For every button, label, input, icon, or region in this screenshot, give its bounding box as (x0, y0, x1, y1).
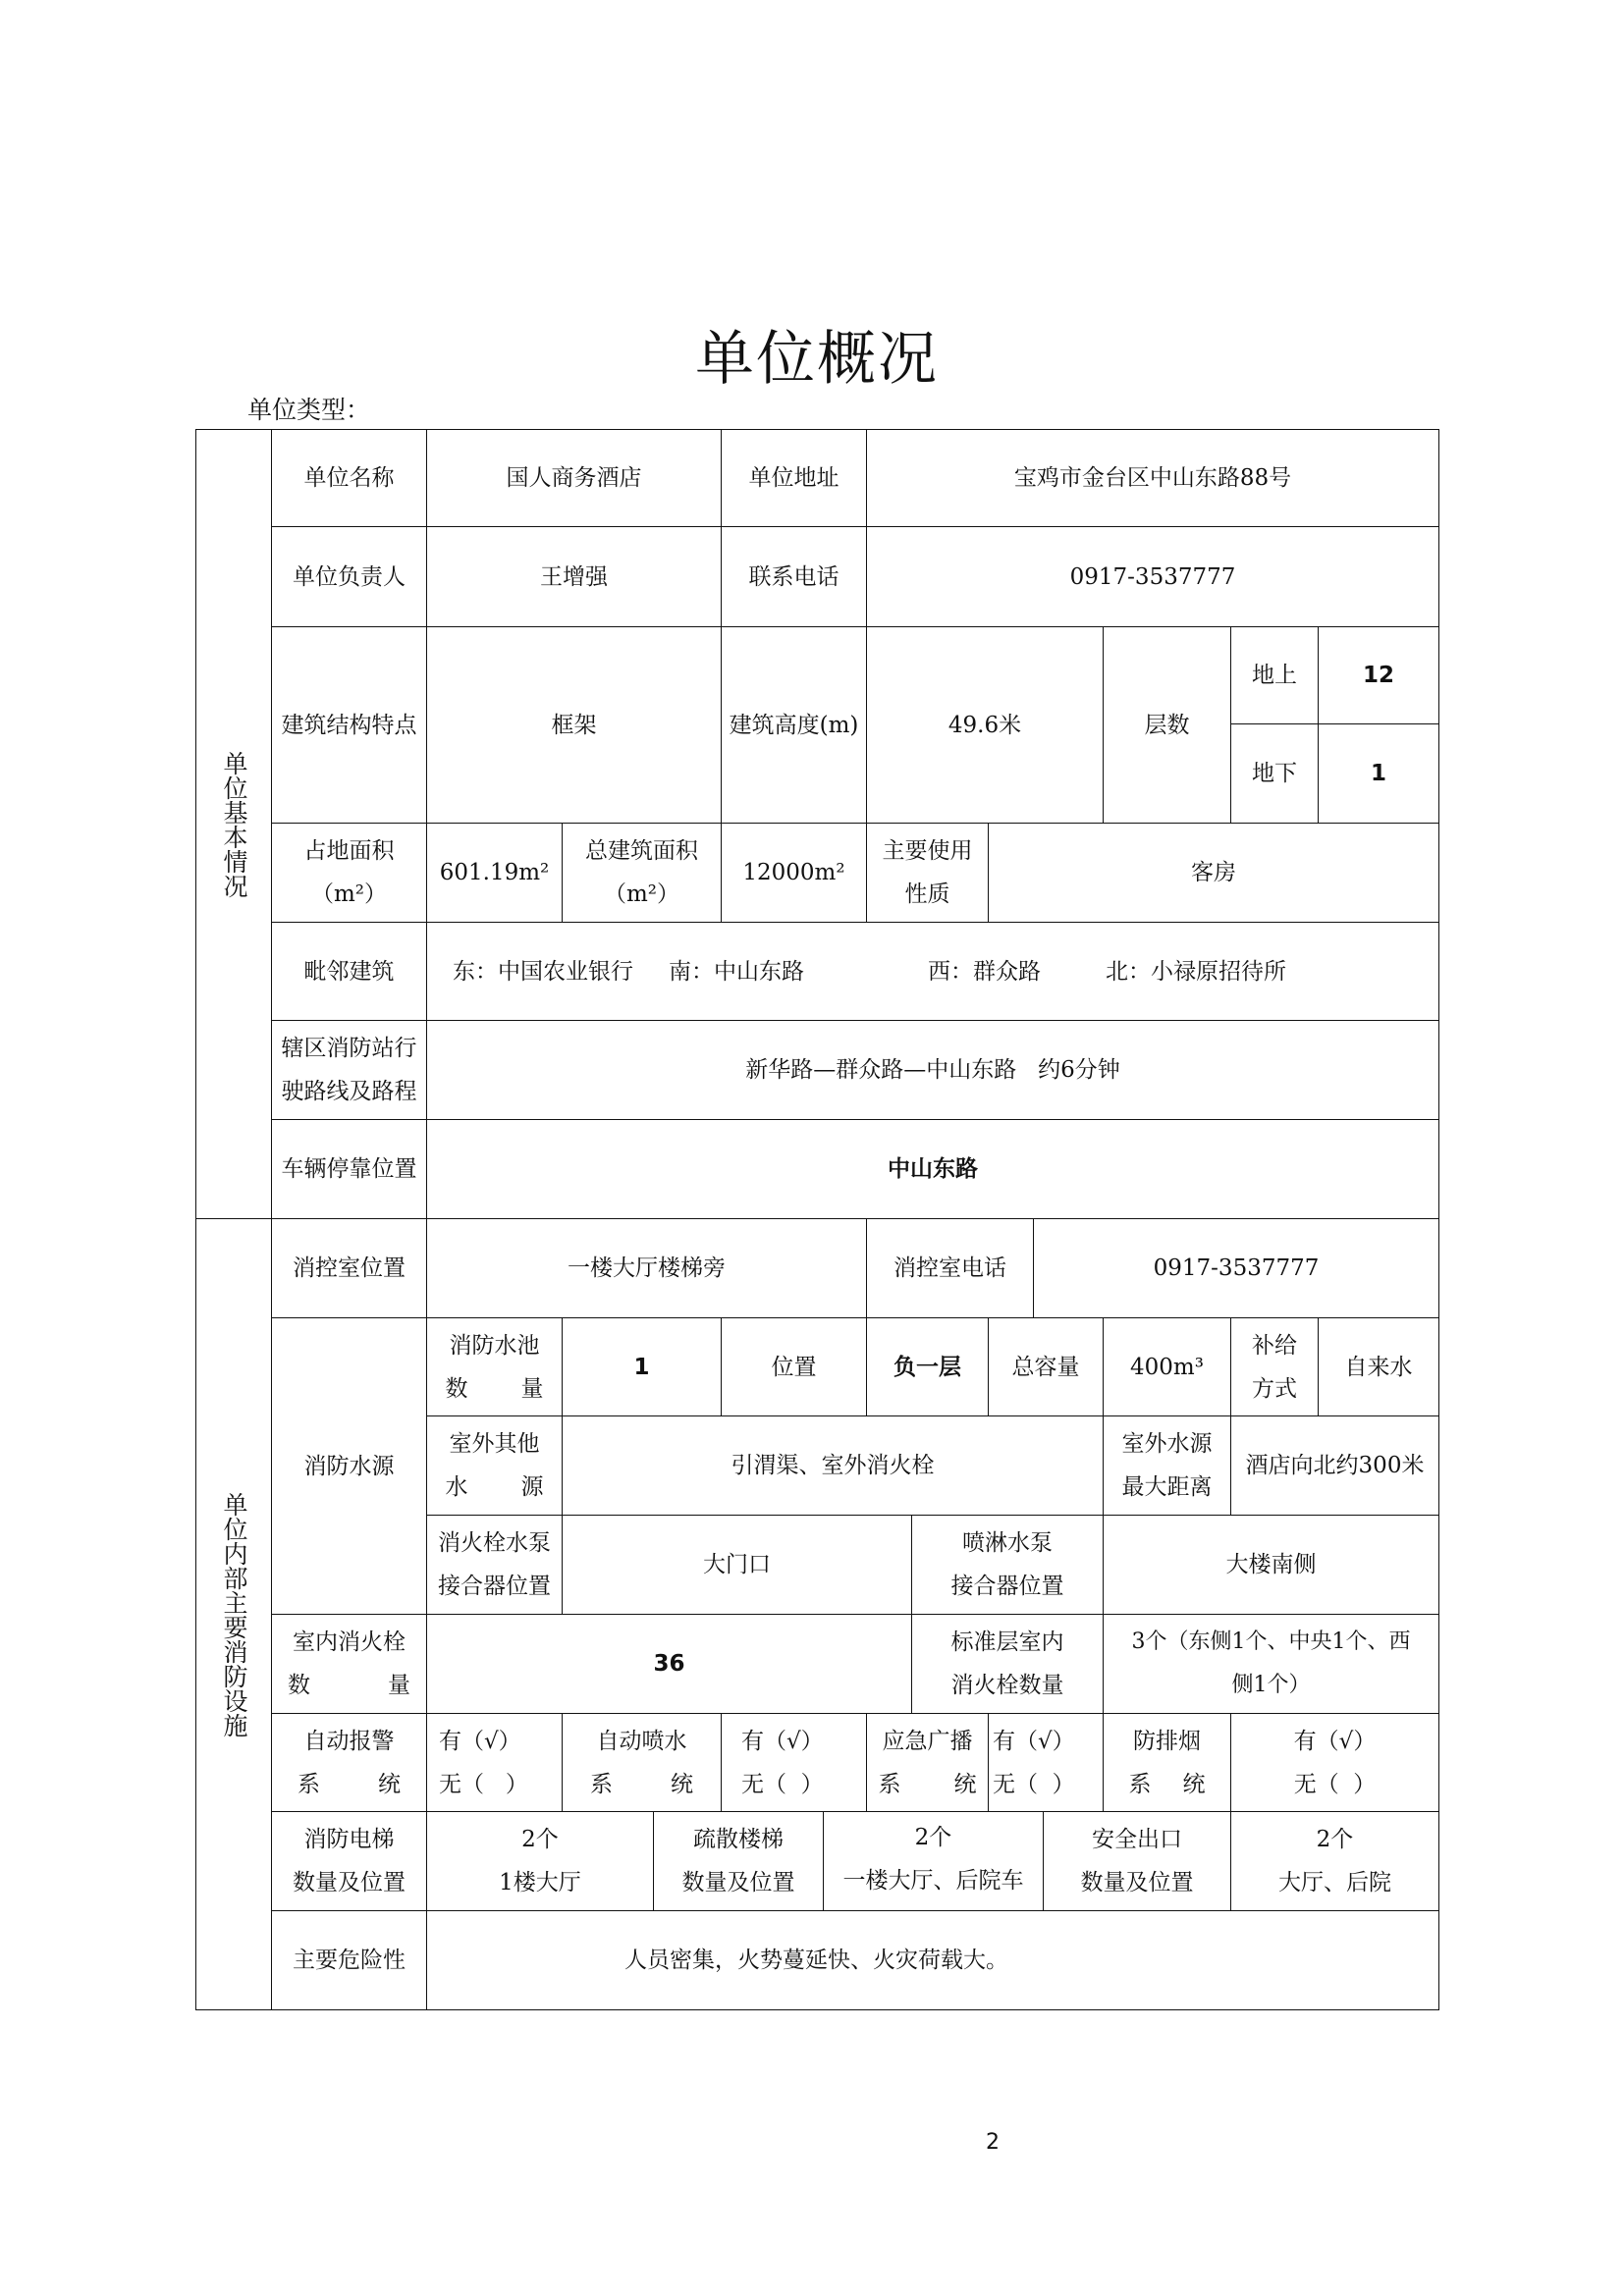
manager-value: 王增强 (426, 526, 722, 627)
emergency-broadcast-label (866, 1713, 989, 1812)
capacity-value: 400m³ (1103, 1317, 1231, 1416)
outdoor-water-label (426, 1415, 563, 1516)
fire-elevator-label (271, 1811, 427, 1911)
usage-label (866, 823, 989, 923)
smoke-exhaust-label-1: 防排烟 (1133, 1728, 1201, 1754)
route-value: 新华路—群众路—中山东路 约6分钟 (426, 1020, 1439, 1120)
section-fire-label: 单位内部主要消防设施 (220, 1491, 248, 1737)
section-basic-info (195, 429, 272, 1219)
control-room-value: 一楼大厅楼梯旁 (426, 1218, 867, 1318)
indoor-hydrant-label-1: 室内消火栓 (293, 1629, 406, 1655)
auto-sprinkler-yes: 有（√） (741, 1728, 824, 1754)
structure-value: 框架 (426, 626, 722, 824)
pool-count-label-1: 消防水池 (449, 1332, 540, 1359)
adjacent-west: 西：群众路 (928, 958, 1041, 985)
hydrant-pump-label (426, 1515, 563, 1615)
fire-elevator-location: 1楼大厅 (499, 1870, 581, 1896)
outdoor-water-value: 引渭渠、室外消火栓 (562, 1415, 1104, 1516)
smoke-exhaust-label-2a: 系 (1128, 1771, 1152, 1797)
unit-address-value: 宝鸡市金台区中山东路88号 (866, 429, 1439, 527)
safety-exit-location: 大厅、后院 (1278, 1870, 1391, 1896)
supply-label (1230, 1317, 1319, 1416)
auto-sprinkler-label-2a: 系 (590, 1771, 613, 1797)
emergency-broadcast-yes: 有（√） (993, 1728, 1075, 1754)
hydrant-pump-label-2: 接合器位置 (438, 1574, 551, 1599)
auto-alarm-label (271, 1713, 427, 1812)
auto-alarm-label-2a: 系 (298, 1771, 320, 1797)
safety-exit-count: 2个 (1316, 1827, 1354, 1852)
auto-sprinkler-no: 无（ ） (741, 1771, 824, 1797)
outdoor-label-2 (446, 1466, 544, 1509)
std-floor-value-1: 3个（东侧1个、中央1个、西 (1131, 1629, 1411, 1654)
land-area-label-2: （m²） (310, 881, 388, 907)
pool-location-value: 负一层 (866, 1317, 989, 1416)
adjacent-label: 毗邻建筑 (271, 922, 427, 1021)
fire-elevator-label-1: 消防电梯 (303, 1827, 395, 1852)
sprinkler-pump-label-2: 接合器位置 (950, 1574, 1064, 1599)
auto-sprinkler-label-2b: 统 (671, 1771, 693, 1797)
max-distance-label-1: 室外水源 (1121, 1431, 1213, 1457)
land-area-label-1: 占地面积 (303, 838, 395, 864)
unit-name-label: 单位名称 (271, 429, 427, 527)
route-label (271, 1020, 427, 1120)
auto-alarm-label-2 (298, 1763, 401, 1806)
outdoor-label-2b: 源 (520, 1474, 544, 1500)
auto-alarm-status (426, 1713, 563, 1812)
std-floor-hydrant-label (911, 1614, 1104, 1714)
phone-label: 联系电话 (721, 526, 867, 627)
indoor-hydrant-label-2 (288, 1664, 410, 1707)
smoke-exhaust-label-2 (1129, 1763, 1206, 1806)
emergency-broadcast-status (988, 1713, 1104, 1812)
fire-elevator-label-2: 数量及位置 (293, 1870, 406, 1896)
evac-stairs-label (653, 1811, 824, 1911)
smoke-exhaust-label-2b: 统 (1182, 1771, 1206, 1797)
emergency-broadcast-label-2 (879, 1763, 977, 1806)
section-basic-label: 单位基本情况 (220, 750, 248, 898)
std-floor-hydrant-value (1103, 1614, 1439, 1714)
supply-label-2: 方式 (1252, 1375, 1297, 1402)
indoor-hydrant-label-2a: 数 (288, 1673, 310, 1698)
smoke-exhaust-no: 无（ ） (1293, 1771, 1377, 1797)
evac-stairs-location: 一楼大厅、后院车 (842, 1868, 1024, 1894)
indoor-hydrant-label-2b: 量 (388, 1673, 410, 1698)
page-number: 2 (986, 2130, 1000, 2155)
pool-count-value: 1 (562, 1317, 722, 1416)
sprinkler-pump-label-1: 喷淋水泵 (962, 1530, 1053, 1556)
water-source-label: 消防水源 (271, 1317, 427, 1615)
height-value: 49.6米 (866, 626, 1104, 824)
auto-sprinkler-label-1: 自动喷水 (596, 1728, 687, 1754)
max-distance-value: 酒店向北约300米 (1230, 1415, 1439, 1516)
control-room-label: 消控室位置 (271, 1218, 427, 1318)
capacity-label: 总容量 (988, 1317, 1104, 1416)
supply-label-1: 补给 (1252, 1332, 1297, 1359)
sprinkler-pump-value: 大楼南侧 (1103, 1515, 1439, 1615)
fire-elevator-value (426, 1811, 654, 1911)
auto-alarm-no: 无（ ） (439, 1771, 528, 1797)
emergency-broadcast-label-1: 应急广播 (882, 1728, 973, 1754)
auto-sprinkler-label-2 (590, 1763, 693, 1806)
adjacent-east: 东：中国农业银行 (453, 958, 633, 985)
smoke-exhaust-status (1230, 1713, 1439, 1812)
auto-alarm-label-1: 自动报警 (303, 1728, 395, 1754)
parking-value: 中山东路 (426, 1119, 1439, 1219)
unit-name-value: 国人商务酒店 (426, 429, 722, 527)
max-distance-label-2: 最大距离 (1121, 1474, 1213, 1500)
main-risk-value: 人员密集，火势蔓延快、火灾荷载大。 (426, 1910, 1439, 2010)
main-risk-label: 主要危险性 (271, 1910, 427, 2010)
sprinkler-pump-label (911, 1515, 1104, 1615)
auto-sprinkler-status (721, 1713, 867, 1812)
adjacent-north: 北：小禄原招待所 (1106, 958, 1286, 985)
pool-count-label (426, 1317, 563, 1416)
below-ground-label: 地下 (1230, 723, 1319, 824)
std-floor-label-2: 消火栓数量 (950, 1673, 1064, 1698)
hydrant-pump-label-1: 消火栓水泵 (438, 1530, 551, 1556)
usage-value: 客房 (988, 823, 1439, 923)
total-area-value: 12000m² (721, 823, 867, 923)
fire-elevator-count: 2个 (521, 1827, 559, 1852)
land-area-value: 601.19m² (426, 823, 563, 923)
above-ground-label: 地上 (1230, 626, 1319, 724)
auto-alarm-label-2b: 统 (378, 1771, 401, 1797)
structure-label: 建筑结构特点 (271, 626, 427, 824)
route-label-1: 辖区消防站行 (281, 1036, 417, 1061)
unit-address-label: 单位地址 (721, 429, 867, 527)
pool-location-label: 位置 (721, 1317, 867, 1416)
evac-stairs-label-1: 疏散楼梯 (693, 1827, 784, 1852)
total-area-label (562, 823, 722, 923)
usage-label-2: 性质 (904, 881, 950, 907)
evac-stairs-count: 2个 (914, 1825, 952, 1850)
pool-count-label-2a: 数 (445, 1375, 468, 1402)
smoke-exhaust-label (1103, 1713, 1231, 1812)
outdoor-label-1: 室外其他 (449, 1431, 540, 1457)
adjacent-value (426, 922, 1439, 1021)
safety-exit-value (1230, 1811, 1439, 1911)
hydrant-pump-value: 大门口 (562, 1515, 912, 1615)
std-floor-label-1: 标准层室内 (950, 1629, 1064, 1655)
route-label-2: 驶路线及路程 (281, 1079, 417, 1104)
auto-alarm-yes: 有（√） (439, 1728, 521, 1754)
emergency-broadcast-label-2b: 统 (953, 1771, 977, 1797)
emergency-broadcast-no: 无（ ） (993, 1771, 1075, 1797)
safety-exit-label (1043, 1811, 1231, 1911)
auto-sprinkler-label (562, 1713, 722, 1812)
parking-label: 车辆停靠位置 (271, 1119, 427, 1219)
above-ground-value: 12 (1318, 626, 1439, 724)
pool-count-label-2 (446, 1367, 544, 1411)
manager-label: 单位负责人 (271, 526, 427, 627)
pool-count-label-2b: 量 (520, 1375, 544, 1402)
indoor-hydrant-value: 36 (426, 1614, 912, 1714)
evac-stairs-value (823, 1811, 1044, 1911)
std-floor-value-2: 侧1个） (1231, 1673, 1311, 1697)
floors-label: 层数 (1103, 626, 1231, 824)
phone-value: 0917-3537777 (866, 526, 1439, 627)
supply-value: 自来水 (1318, 1317, 1439, 1416)
safety-exit-label-2: 数量及位置 (1080, 1870, 1194, 1896)
indoor-hydrant-label (271, 1614, 427, 1714)
section-fire-facilities (195, 1218, 272, 2010)
adjacent-south: 南：中山东路 (669, 958, 804, 985)
smoke-exhaust-yes: 有（√） (1293, 1728, 1377, 1754)
outdoor-label-2a: 水 (445, 1474, 468, 1500)
emergency-broadcast-label-2a: 系 (878, 1771, 901, 1797)
unit-type-label: 单位类型： (247, 396, 371, 424)
evac-stairs-label-2: 数量及位置 (681, 1870, 795, 1896)
page-title: 单位概况 (695, 325, 939, 394)
control-phone-label: 消控室电话 (866, 1218, 1034, 1318)
land-area-label (271, 823, 427, 923)
total-area-label-1: 总建筑面积 (585, 838, 698, 864)
usage-label-1: 主要使用 (882, 838, 973, 864)
control-phone-value: 0917-3537777 (1033, 1218, 1439, 1318)
height-label: 建筑高度(m) (721, 626, 867, 824)
total-area-label-2: （m²） (603, 881, 680, 907)
below-ground-value: 1 (1318, 723, 1439, 824)
safety-exit-label-1: 安全出口 (1092, 1827, 1182, 1852)
max-distance-label (1103, 1415, 1231, 1516)
